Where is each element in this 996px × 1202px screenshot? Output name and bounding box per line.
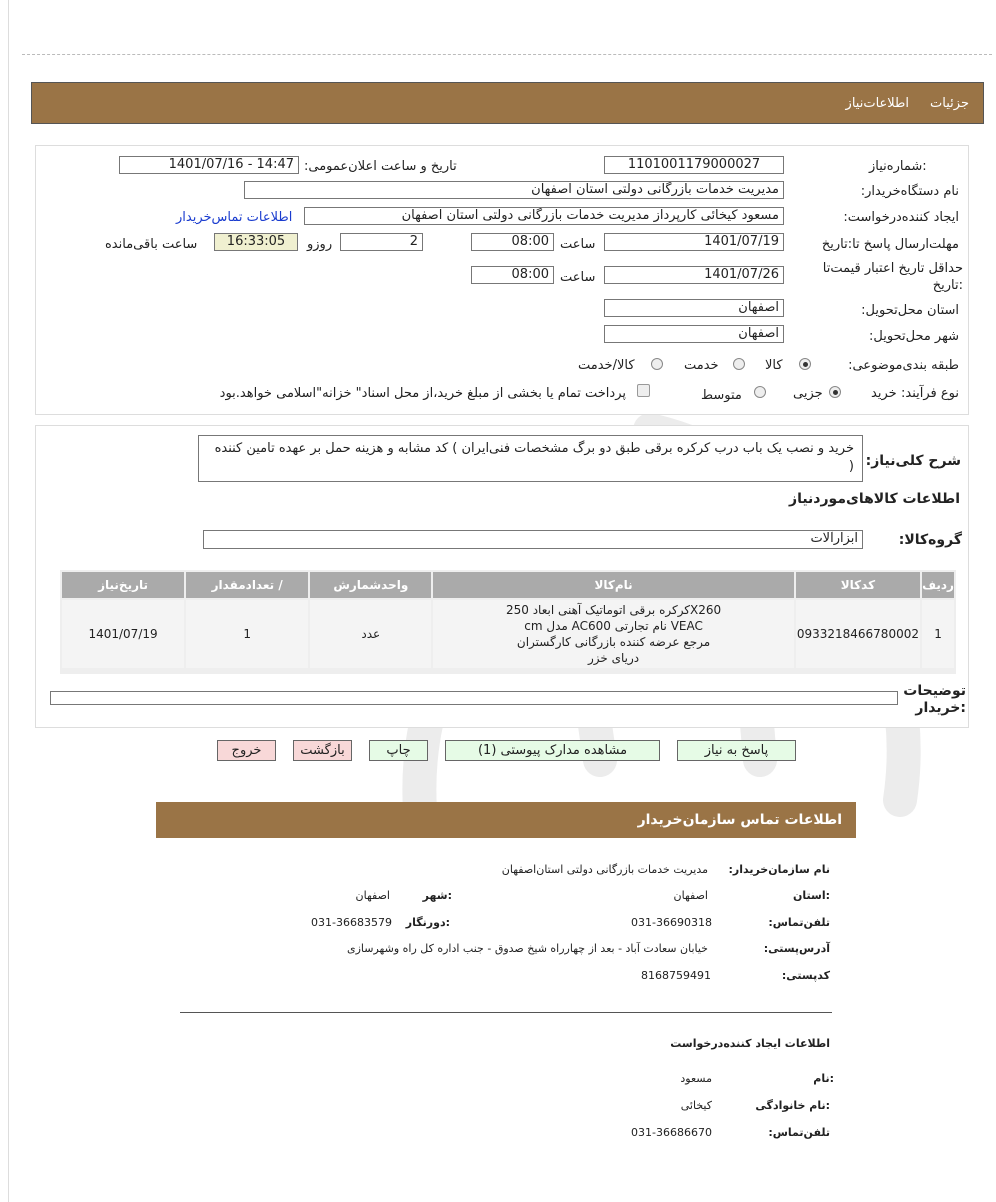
reply-time-label: ساعت xyxy=(560,237,596,252)
cell-name-line: دریای خزر xyxy=(587,651,640,665)
treasury-checkbox[interactable] xyxy=(637,384,650,397)
need-number-label: شماره‌نیاز: xyxy=(869,159,927,174)
contact-section-title: اطلاعات تماس سازمان‌خریدار xyxy=(637,812,842,828)
col-header-row: ردیف xyxy=(922,572,954,598)
description-label: شرح کلی‌نیاز: xyxy=(865,453,961,469)
process-radio-medium[interactable] xyxy=(754,386,766,398)
process-radio-small[interactable] xyxy=(829,386,841,398)
creator-name-value: مسعود xyxy=(680,1072,712,1085)
treasury-note: پرداخت تمام یا بخشی از مبلغ خرید،از محل اسناد" خزانه"اسلامی خواهد.بود xyxy=(219,386,626,401)
cell-code: 0933218466780002 xyxy=(796,600,920,668)
creator-name-label: :نام xyxy=(813,1072,834,1085)
price-validity-label-1: حداقل تاریخ اعتبار قیمت‌تا xyxy=(822,261,963,276)
buyer-contact-link[interactable]: اطلاعات تماس‌خریدار xyxy=(176,210,293,225)
cell-name xyxy=(433,600,793,668)
goods-group-label: گروه‌کالا: xyxy=(898,532,962,548)
creator-title: اطلاعات ایجاد کننده‌درخواست xyxy=(670,1037,830,1050)
page-left-border xyxy=(8,0,9,1202)
contact-province-value: اصفهان xyxy=(673,889,708,902)
reply-time-field: 08:00 xyxy=(471,233,554,251)
province-field: اصفهان xyxy=(604,299,784,317)
contact-province-label: :استان xyxy=(793,889,830,902)
col-header-qty: تعدادمقدار / xyxy=(186,572,308,598)
fax-value: 031-36683579 xyxy=(311,916,392,929)
category-option-service: خدمت xyxy=(684,358,719,373)
col-header-date: تاریخ‌نیاز xyxy=(62,572,184,598)
cell-row: 1 xyxy=(922,600,954,668)
col-header-unit: واحدشمارش xyxy=(310,572,431,598)
cell-name-line: مرجع عرضه کننده بازرگانی کارگستران xyxy=(516,635,711,649)
reply-date-field: 1401/07/19 xyxy=(604,233,784,251)
print-button[interactable]: چاپ xyxy=(369,740,428,761)
creator-family-value: کیخائی xyxy=(680,1099,712,1112)
address-label: آدرس‌پستی: xyxy=(763,942,830,955)
reply-button[interactable]: پاسخ به نیاز xyxy=(677,740,796,761)
tab-details[interactable]: جزئیات xyxy=(930,96,969,111)
price-validity-label-2: :تاریخ xyxy=(932,278,963,293)
days-label: روزو xyxy=(307,237,333,252)
process-option-small: جزیی xyxy=(793,386,823,401)
top-divider xyxy=(22,54,992,55)
creator-family-label: :نام خانوادگی xyxy=(755,1099,830,1112)
exit-button[interactable]: خروج xyxy=(217,740,276,761)
city-field: اصفهان xyxy=(604,325,784,343)
goods-group-field: ابزارآلات xyxy=(203,530,863,549)
category-radio-service[interactable] xyxy=(733,358,745,370)
org-label: نام سازمان‌خریدار: xyxy=(728,863,830,876)
announce-label: تاریخ و ساعت اعلان‌عمومی: xyxy=(304,159,457,174)
table-header-row xyxy=(62,572,954,598)
postal-label: کدپستی: xyxy=(781,969,830,982)
process-option-medium: متوسط xyxy=(701,388,742,403)
requester-field: مسعود کیخائی کارپرداز مدیریت خدمات بازرگانی دولتی استان اصفهان xyxy=(304,207,784,225)
creator-phone-value: 031-36686670 xyxy=(631,1126,712,1139)
category-label: طبقه بندی‌موضوعی: xyxy=(848,358,959,373)
category-option-goods: کالا xyxy=(765,358,783,373)
goods-info-title: اطلاعات کالاهای‌موردنیاز xyxy=(789,491,960,507)
creator-phone-label: تلفن‌تماس: xyxy=(768,1126,830,1139)
announce-datetime-field: 1401/07/16 - 14:47 xyxy=(119,156,299,174)
buyer-notes-field xyxy=(50,691,898,705)
contact-city-value: اصفهان xyxy=(355,889,390,902)
contact-city-label: :شهر xyxy=(422,889,452,902)
province-label: استان محل‌تحویل: xyxy=(861,303,959,318)
buyer-org-field: مدیریت خدمات بازرگانی دولتی استان اصفهان xyxy=(244,181,784,199)
description-text: خرید و نصب یک باب درب کرکره برقی طبق دو برگ مشخصات فنی‌ایران ) کد مشابه و هزینه حمل بر عهده تامین کننده ( xyxy=(198,435,863,482)
contact-section-header xyxy=(156,802,856,838)
category-radio-goods[interactable] xyxy=(799,358,811,370)
cell-name-line: کرکره برقی اتوماتیک آهنی ابعاد 250X260 xyxy=(505,603,722,617)
buyer-org-label: نام دستگاه‌خریدار: xyxy=(860,184,959,199)
phone-label: تلفن‌تماس: xyxy=(768,916,830,929)
buyer-notes-label-1: توضیحات xyxy=(903,683,966,699)
validity-date-field: 1401/07/26 xyxy=(604,266,784,284)
org-value: مدیریت خدمات بازرگانی دولتی استان‌اصفهان xyxy=(501,863,708,876)
col-header-name: نام‌کالا xyxy=(433,572,793,598)
buyer-notes-label-2: :خریدار xyxy=(915,700,966,716)
page-header xyxy=(31,82,984,124)
contact-divider xyxy=(180,1012,832,1013)
items-table-wrapper xyxy=(60,570,956,674)
days-field: 2 xyxy=(340,233,423,251)
process-buy-text: خرید xyxy=(871,386,897,401)
category-option-goods-service: کالا/خدمت xyxy=(578,358,635,373)
requester-label: ایجاد کننده‌درخواست: xyxy=(843,210,959,225)
cell-date: 1401/07/19 xyxy=(62,600,184,668)
process-label: نوع فرآیند: xyxy=(901,386,959,401)
phone-value: 031-36690318 xyxy=(631,916,712,929)
table-row xyxy=(62,600,954,668)
view-attachments-button[interactable]: مشاهده مدارک پیوستی (1) xyxy=(445,740,660,761)
cell-unit: عدد xyxy=(310,600,431,668)
city-label: شهر محل‌تحویل: xyxy=(869,329,959,344)
remaining-label: ساعت باقی‌مانده xyxy=(105,237,198,252)
address-value: خیابان سعادت آباد - بعد از چهارراه شیخ صدوق - جنب اداره کل راه وشهرسازی xyxy=(347,942,708,955)
items-table xyxy=(60,570,956,670)
remaining-time-field: 16:33:05 xyxy=(214,233,298,251)
reply-deadline-label: مهلت‌ارسال پاسخ تا:تاریخ xyxy=(821,237,959,252)
postal-value: 8168759491 xyxy=(641,969,711,982)
back-button[interactable]: بازگشت xyxy=(293,740,352,761)
category-radio-goods-service[interactable] xyxy=(651,358,663,370)
fax-label: :دورنگار xyxy=(405,916,450,929)
validity-time-label: ساعت xyxy=(560,270,596,285)
tab-need-info[interactable]: اطلاعات‌نیاز xyxy=(845,96,909,111)
col-header-code: کدکالا xyxy=(796,572,920,598)
need-number-field: 1101001179000027 xyxy=(604,156,784,174)
cell-qty: 1 xyxy=(186,600,308,668)
validity-time-field: 08:00 xyxy=(471,266,554,284)
cell-name-line: cm مدل AC600 نام تجارتی VEAC xyxy=(524,619,703,633)
